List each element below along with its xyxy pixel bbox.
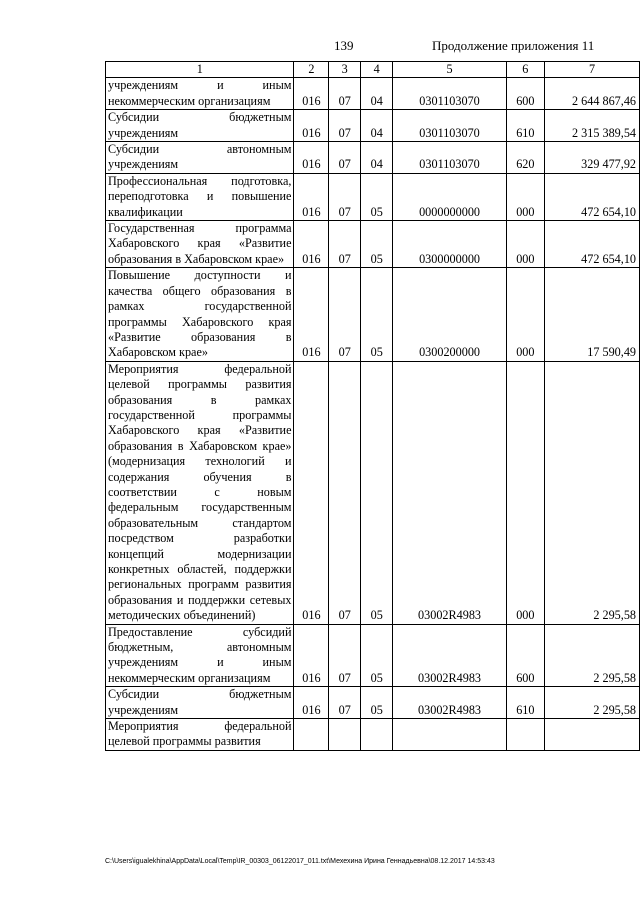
subsection-cell: 05 [360,361,392,624]
amount-cell: 2 315 389,54 [545,110,640,142]
table-row [106,687,640,719]
expense-type-cell: 610 [506,687,545,719]
amount-cell: 2 295,58 [545,624,640,687]
admin-code-cell: 016 [294,78,329,110]
amount-cell: 2 295,58 [545,361,640,624]
section-cell: 07 [329,142,361,174]
expense-type-cell: 600 [506,624,545,687]
row-name-cell: Предоставление субсидий бюджетным, автономным учреждениям и иным некоммерческим организациям [106,624,294,687]
row-name-cell: Субсидии автономным учреждениям [106,142,294,174]
column-header: 5 [393,62,506,78]
row-name-cell: Мероприятия федеральной целевой программы развития образования в рамках государственной программы Хабаровского края «Развитие образования в Хабаровском крае» (модернизация технологий и содержания обучения в соответствии с новым федеральным государственным образовательным стандартом посредством разработки концепций модернизации конкретных областей, поддержки региональных программ развития образования и поддержки сетевых методических объединений) [106,361,294,624]
amount-cell: 472 654,10 [545,173,640,220]
table-header-row [106,62,640,78]
expense-type-cell: 000 [506,268,545,361]
expense-type-cell: 000 [506,221,545,268]
expense-type-cell: 620 [506,142,545,174]
expense-type-cell [506,719,545,751]
row-name-cell: Профессиональная подготовка, переподготовка и повышение квалификации [106,173,294,220]
budget-table [105,61,640,751]
amount-cell: 17 590,49 [545,268,640,361]
target-article-cell: 03002R4983 [393,687,506,719]
admin-code-cell: 016 [294,268,329,361]
table-row [106,719,640,751]
table-row [106,221,640,268]
amount-cell: 2 644 867,46 [545,78,640,110]
row-name-cell: Государственная программа Хабаровского края «Развитие образования в Хабаровском крае» [106,221,294,268]
subsection-cell: 05 [360,268,392,361]
target-article-cell: 0300200000 [393,268,506,361]
target-article-cell: 03002R4983 [393,361,506,624]
subsection-cell: 05 [360,221,392,268]
subsection-cell: 04 [360,78,392,110]
table-row [106,361,640,624]
table-row [106,624,640,687]
column-header: 7 [545,62,640,78]
expense-type-cell: 000 [506,173,545,220]
table-row [106,173,640,220]
amount-cell: 329 477,92 [545,142,640,174]
column-header: 1 [106,62,294,78]
table-row [106,142,640,174]
section-cell: 07 [329,173,361,220]
column-header: 3 [329,62,361,78]
subsection-cell [360,719,392,751]
subsection-cell: 05 [360,624,392,687]
target-article-cell: 0301103070 [393,78,506,110]
subsection-cell: 04 [360,110,392,142]
subsection-cell: 04 [360,142,392,174]
column-header: 6 [506,62,545,78]
row-name-cell: учреждениям и иным некоммерческим организациям [106,78,294,110]
table-row [106,110,640,142]
target-article-cell: 0300000000 [393,221,506,268]
section-cell [329,719,361,751]
table-row [106,268,640,361]
section-cell: 07 [329,268,361,361]
target-article-cell [393,719,506,751]
column-header: 4 [360,62,392,78]
section-cell: 07 [329,78,361,110]
column-header: 2 [294,62,329,78]
row-name-cell: Повышение доступности и качества общего образования в рамках государственной программы Хабаровского края «Развитие образования в Хабаровском крае» [106,268,294,361]
expense-type-cell: 610 [506,110,545,142]
row-name-cell: Субсидии бюджетным учреждениям [106,110,294,142]
amount-cell [545,719,640,751]
target-article-cell: 0301103070 [393,142,506,174]
section-cell: 07 [329,221,361,268]
subsection-cell: 05 [360,687,392,719]
row-name-cell: Мероприятия федеральной целевой программы развития [106,719,294,751]
section-cell: 07 [329,361,361,624]
row-name-cell: Субсидии бюджетным учреждениям [106,687,294,719]
admin-code-cell: 016 [294,361,329,624]
amount-cell: 2 295,58 [545,687,640,719]
target-article-cell: 0301103070 [393,110,506,142]
section-cell: 07 [329,687,361,719]
amount-cell: 472 654,10 [545,221,640,268]
target-article-cell: 0000000000 [393,173,506,220]
page-number: 139 [334,38,354,53]
file-path-footer: C:\Users\igualekhina\AppData\Local\Temp\IR_00303_06122017_011.txt\Мехехина Ирина Геннадьевна\08.12.2017 14:53:43 [105,858,495,865]
target-article-cell: 03002R4983 [393,624,506,687]
expense-type-cell: 000 [506,361,545,624]
expense-type-cell: 600 [506,78,545,110]
subsection-cell: 05 [360,173,392,220]
appendix-continuation: Продолжение приложения 11 [432,38,595,53]
admin-code-cell: 016 [294,173,329,220]
table-row [106,78,640,110]
admin-code-cell: 016 [294,142,329,174]
section-cell: 07 [329,110,361,142]
admin-code-cell: 016 [294,110,329,142]
admin-code-cell: 016 [294,624,329,687]
admin-code-cell [294,719,329,751]
admin-code-cell: 016 [294,221,329,268]
admin-code-cell: 016 [294,687,329,719]
section-cell: 07 [329,624,361,687]
